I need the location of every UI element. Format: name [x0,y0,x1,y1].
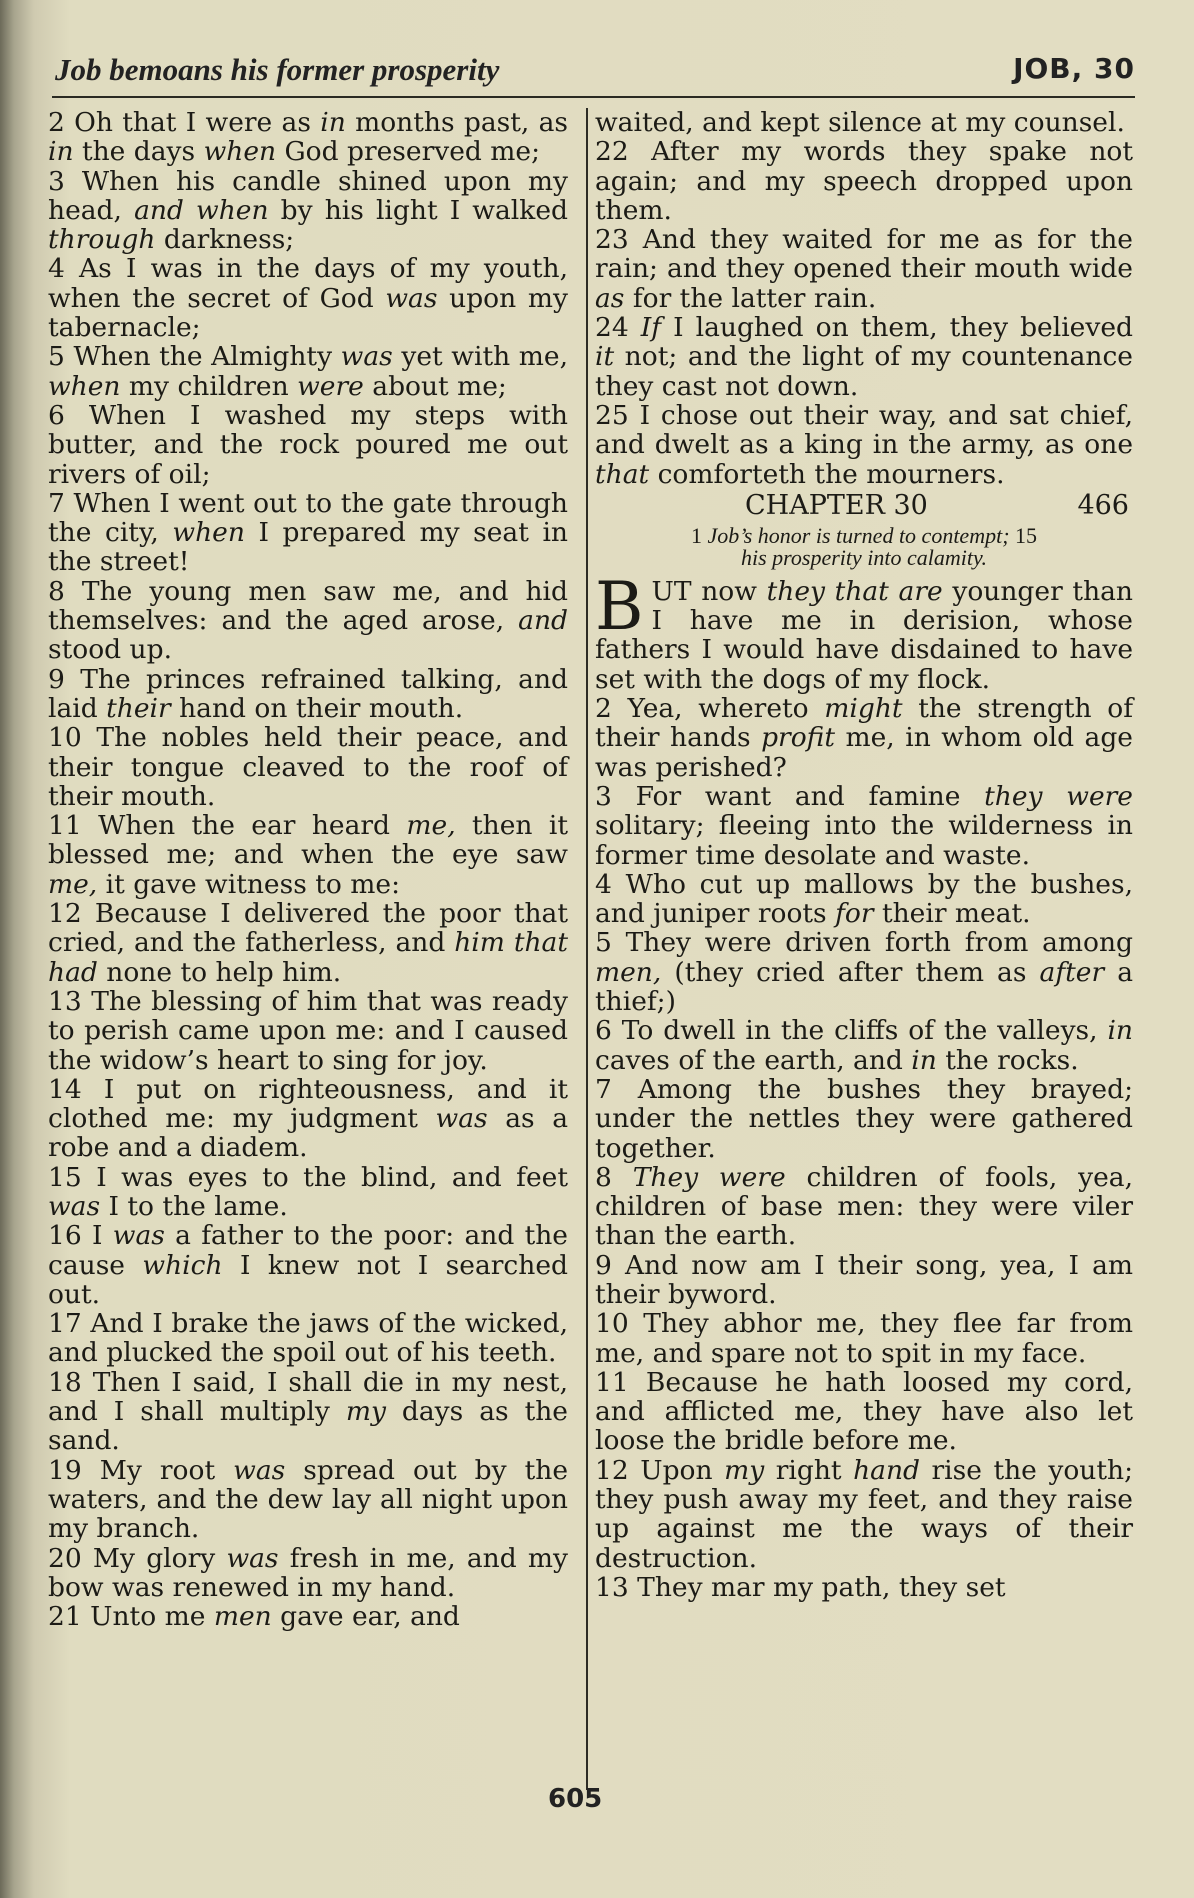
verse-text: not; and the light of my countenance they cast not down. [595,341,1133,402]
verse-text: The princes refrained talking, and laid [48,663,568,724]
verse-text: I was eyes to the blind, and feet [81,1161,568,1193]
verse-text: spread out by the waters, and the dew lay all night upon my branch. [48,1454,569,1545]
verse-text: And I brake the jaws of the wicked, and plucked the spoil out of his teeth. [48,1308,568,1369]
verse [595,1573,1133,1602]
running-head-right: JOB, 30 [1013,52,1135,85]
italic-word: which [142,1249,223,1281]
verse-text: hand on their mouth. [170,692,464,724]
verse-number: 12 [595,1454,629,1486]
italic-word: my [724,1454,765,1486]
verse-number: 5 [595,927,612,959]
italic-word: when [203,136,277,168]
italic-word: was [435,1103,488,1135]
verse-text: Unto me [81,1601,214,1633]
italic-word: me, [406,810,456,842]
italic-word: it [595,341,615,373]
verse-text: solitary; fleeing into the wilderness in former time desolate and waste. [595,810,1133,871]
verse-number: 4 [595,868,612,900]
verse [48,167,568,255]
verse-number: 7 [595,1073,612,1105]
italic-word: They were [632,1161,786,1193]
verse-number: 14 [48,1073,82,1105]
verse-text: months past, as [345,107,568,138]
verse-text: I laughed on them, they believed [661,312,1133,344]
summary-text-1: Job’s honor is turned to contempt; [701,522,1010,548]
italic-word: men, [595,956,662,988]
verse-number: 10 [595,1308,629,1340]
verse-text: I put on righteousness, and it clothed me: my judgment [48,1073,568,1135]
verse-number: 15 [48,1161,82,1193]
verse-text [612,1162,633,1193]
column-divider [586,108,588,1790]
italic-word: that [595,458,650,490]
verse-number: 6 [595,1015,612,1047]
verse [595,1309,1133,1368]
italic-word: in [1107,1015,1133,1047]
verse-text: And now am I their song, yea, I am their byword. [595,1249,1133,1310]
verse-number: 7 [48,487,65,519]
verse-text: When the ear heard [81,810,407,842]
verse [48,1309,568,1368]
verse [48,489,568,577]
italic-word: in [48,136,74,168]
verse-number: 8 [595,1161,612,1193]
verse-text: UT now [651,575,767,607]
verse [595,1163,1133,1251]
italic-word: were [297,370,364,402]
verse-text: And they waited for me as for the rain; and they opened their mouth wide [595,224,1133,285]
verse-text: Yea, whereto [611,693,825,725]
verse-number: 8 [48,575,65,607]
verse-number: 20 [48,1542,82,1574]
verse-text: I to the lame. [100,1190,288,1222]
verse-number: 12 [48,898,82,930]
verse-number: 6 [48,399,65,431]
italic-word: when [172,517,245,549]
verse [595,108,1133,137]
verse-text: the strength of their hands [595,693,1133,754]
chapter-opening-verse [595,567,1134,695]
verse [48,811,568,899]
verse-text: I [81,1220,113,1252]
verse-number: 22 [595,136,629,168]
verse-text: After my words they spake not again; and my speech dropped upon them. [595,136,1133,226]
verse-number: 21 [48,1601,82,1633]
verse [595,1016,1133,1075]
verse-text: Who cut up mallows by the bushes, and juniper roots [595,868,1133,930]
verse-text: days as the sand. [48,1396,568,1457]
verse-number: 3 [595,780,612,812]
verse-text: I prepared my seat in the street! [48,517,568,578]
verse [48,342,568,401]
verse-text: My glory [81,1542,227,1574]
verse-text: a father to the poor: and the cause [48,1220,568,1281]
verse-text: the days [73,136,204,168]
verse-text: The young men saw me, and hid themselves: and the aged arose, [48,575,568,637]
italic-word: in [911,1044,937,1076]
verse [595,137,1133,225]
verse-text: I chose out their way, and sat chief, and dwelt as a king in the army, as one [595,399,1133,461]
verse-number: 11 [595,1366,629,1398]
verse [48,899,568,987]
verse-number: 3 [48,165,65,197]
chapter-heading [595,491,1133,521]
italic-word: was [48,1190,101,1222]
italic-word: as [595,282,625,314]
italic-word: me, [48,868,98,900]
verse-text: stood up. [48,634,172,666]
verse-text: comforteth the mourners. [649,458,1005,490]
running-head-left: Job bemoans his former prosperity [55,52,500,87]
verse-number: 9 [595,1249,612,1281]
verse-text: their meat. [873,898,1031,930]
verse-text: then it blessed me; and when the eye saw [48,810,568,871]
verse-text: They were driven forth from among [611,927,1133,959]
italic-word: profit [761,722,835,754]
italic-word: him that had [48,927,569,988]
verse [48,1221,568,1309]
verse [48,1456,568,1544]
italic-word: was [112,1220,165,1252]
verse-text: by his light I walked [268,194,568,226]
verse [48,665,568,724]
italic-word: my [345,1396,386,1428]
verse [48,987,568,1075]
verse-text: younger than I have me in derision, whose fathers I would have disdained to have set with the dogs of my flock. [595,575,1134,695]
italic-word: when [48,370,121,402]
verse-text: the rocks. [936,1044,1079,1076]
page-number: 605 [548,1784,603,1814]
italic-word: was [385,282,438,314]
italic-word: was [233,1454,286,1486]
verse-text: a thief;) [595,956,1133,1018]
verse [48,254,568,342]
verse [48,108,568,167]
verse-number: 4 [48,253,65,285]
verse [595,1368,1133,1456]
verse-text: none to help him. [97,956,342,988]
summary-verse-1: 1 [690,522,702,548]
verse-text: gave ear, and [271,1601,460,1633]
italic-word: they that are [766,575,943,607]
verse-number: 18 [48,1366,82,1398]
verse-text: fresh in me, and my bow was renewed in my hand. [48,1542,568,1603]
verse [48,1602,568,1631]
verse-text: When his candle shined upon my head, [48,165,568,226]
right-column-verses-before [595,108,1133,489]
verse-text: Then I said, I shall die in my nest, and I shall multiply [48,1366,568,1428]
verse-text: For want and famine [611,780,985,812]
summary-text-2: his prosperity into calamity. [740,544,988,570]
right-column [595,108,1133,1602]
verse-text: The nobles held their peace, and their tongue cleaved to the roof of their mouth. [48,722,568,812]
verse [595,313,1133,401]
verse [595,1075,1133,1163]
italic-word: their [106,692,171,724]
italic-word: through [48,224,156,256]
verse [595,870,1133,929]
verse-text: God preserved me; [276,136,541,168]
verse-text: Among the bushes they brayed; under the nettles they were gathered together. [595,1073,1133,1164]
verse [595,928,1133,1016]
verse-text: Because he hath loosed my cord, and afflicted me, they have also let loose the bridle before me. [595,1366,1133,1457]
verse-number: 13 [48,985,82,1017]
chapter-reference: 466 [1077,489,1129,521]
italic-word: after [1039,956,1105,988]
right-column-verses-after [595,694,1133,1602]
verse [48,723,568,811]
verse-number: 24 [595,312,629,344]
verse-text: When the Almighty [64,341,341,373]
verse-number: 11 [48,810,82,842]
italic-word: and [518,605,568,637]
verse-text: Upon [628,1454,725,1486]
header-rule [52,96,1135,98]
verse-text: As I was in the days of my youth, when the secret of God [48,253,568,314]
verse-number: 2 [595,693,612,725]
verse-text: When I washed my steps with butter, and the rock poured me out rivers of oil; [48,399,568,490]
verse-text: for the latter rain. [624,282,877,314]
verse [595,225,1133,313]
italic-word: men [213,1601,272,1633]
verse-number: 9 [48,663,65,695]
verse-number: 16 [48,1220,82,1252]
verse [48,1075,568,1163]
verse [48,1163,568,1222]
verse [595,401,1133,489]
summary-verse-15: 15 [1015,522,1038,548]
italic-word: If [640,312,662,344]
italic-word: in [320,107,346,138]
verse [48,1368,568,1456]
verse-text: Oh that I were as [64,107,321,138]
italic-word: might [824,693,903,725]
drop-cap: B [595,567,644,645]
verse-text: as a robe and a diadem. [48,1103,569,1164]
italic-word: hand [853,1454,920,1486]
verse-text: waited, and kept silence at my counsel. [595,107,1125,138]
verse-text: it gave witness to me: [97,868,401,900]
verse-text: my children [120,370,298,402]
verse-text: me, in whom old age was perished? [595,722,1133,783]
verse-text: (they cried after them as [661,956,1040,988]
verse [595,694,1133,782]
verse-number: 2 [48,107,65,138]
verse-number: 23 [595,224,629,256]
verse [48,577,568,665]
verse-text: children of fools, yea, children of base men: they were viler than the earth. [595,1161,1133,1252]
verse [595,782,1133,870]
verse-number: 5 [48,341,65,373]
verse-number: 17 [48,1308,82,1340]
verse-text: When I went out to the gate through the city, [48,487,568,549]
italic-word: was [340,341,393,373]
italic-word: for [835,898,874,930]
left-column [48,108,568,1631]
italic-word: and when [134,194,269,226]
verse-text: rise the youth; they push away my feet, and they raise up against me the ways of their destruction. [595,1454,1134,1574]
verse-text [629,312,641,343]
verse-text: right [764,1454,854,1486]
verse [48,1544,568,1603]
verse [595,1251,1133,1310]
verse-number: 25 [595,399,629,431]
verse-number: 19 [48,1454,82,1486]
verse-text: The blessing of him that was ready to perish came upon me: and I caused the widow’s heart to sing for joy. [48,985,568,1076]
verse [48,401,568,489]
verse-number: 13 [595,1571,629,1603]
verse-text: Because I delivered the poor that cried, and the fatherless, and [48,898,568,959]
running-head [55,52,1135,92]
verse [595,1456,1133,1573]
verse-text: about me; [363,370,507,402]
verse-text: upon my tabernacle; [48,282,568,344]
verse-text: yet with me, [392,341,569,373]
italic-word: was [226,1542,279,1574]
verse-text: I knew not I searched out. [48,1249,568,1310]
verse-text: darkness; [155,224,295,256]
verse-text: caves of the earth, and [595,1044,912,1076]
verse-text: They abhor me, they flee far from me, and spare not to spit in my face. [595,1308,1133,1369]
chapter-title: CHAPTER 30 [745,489,928,521]
italic-word: they were [984,780,1133,812]
verse-text: They mar my path, they set [628,1571,1006,1603]
chapter-summary [595,522,1133,570]
verse-text: My root [81,1454,234,1486]
verse-text: To dwell in the cliffs of the valleys, [611,1015,1108,1047]
verse-number: 10 [48,722,82,754]
